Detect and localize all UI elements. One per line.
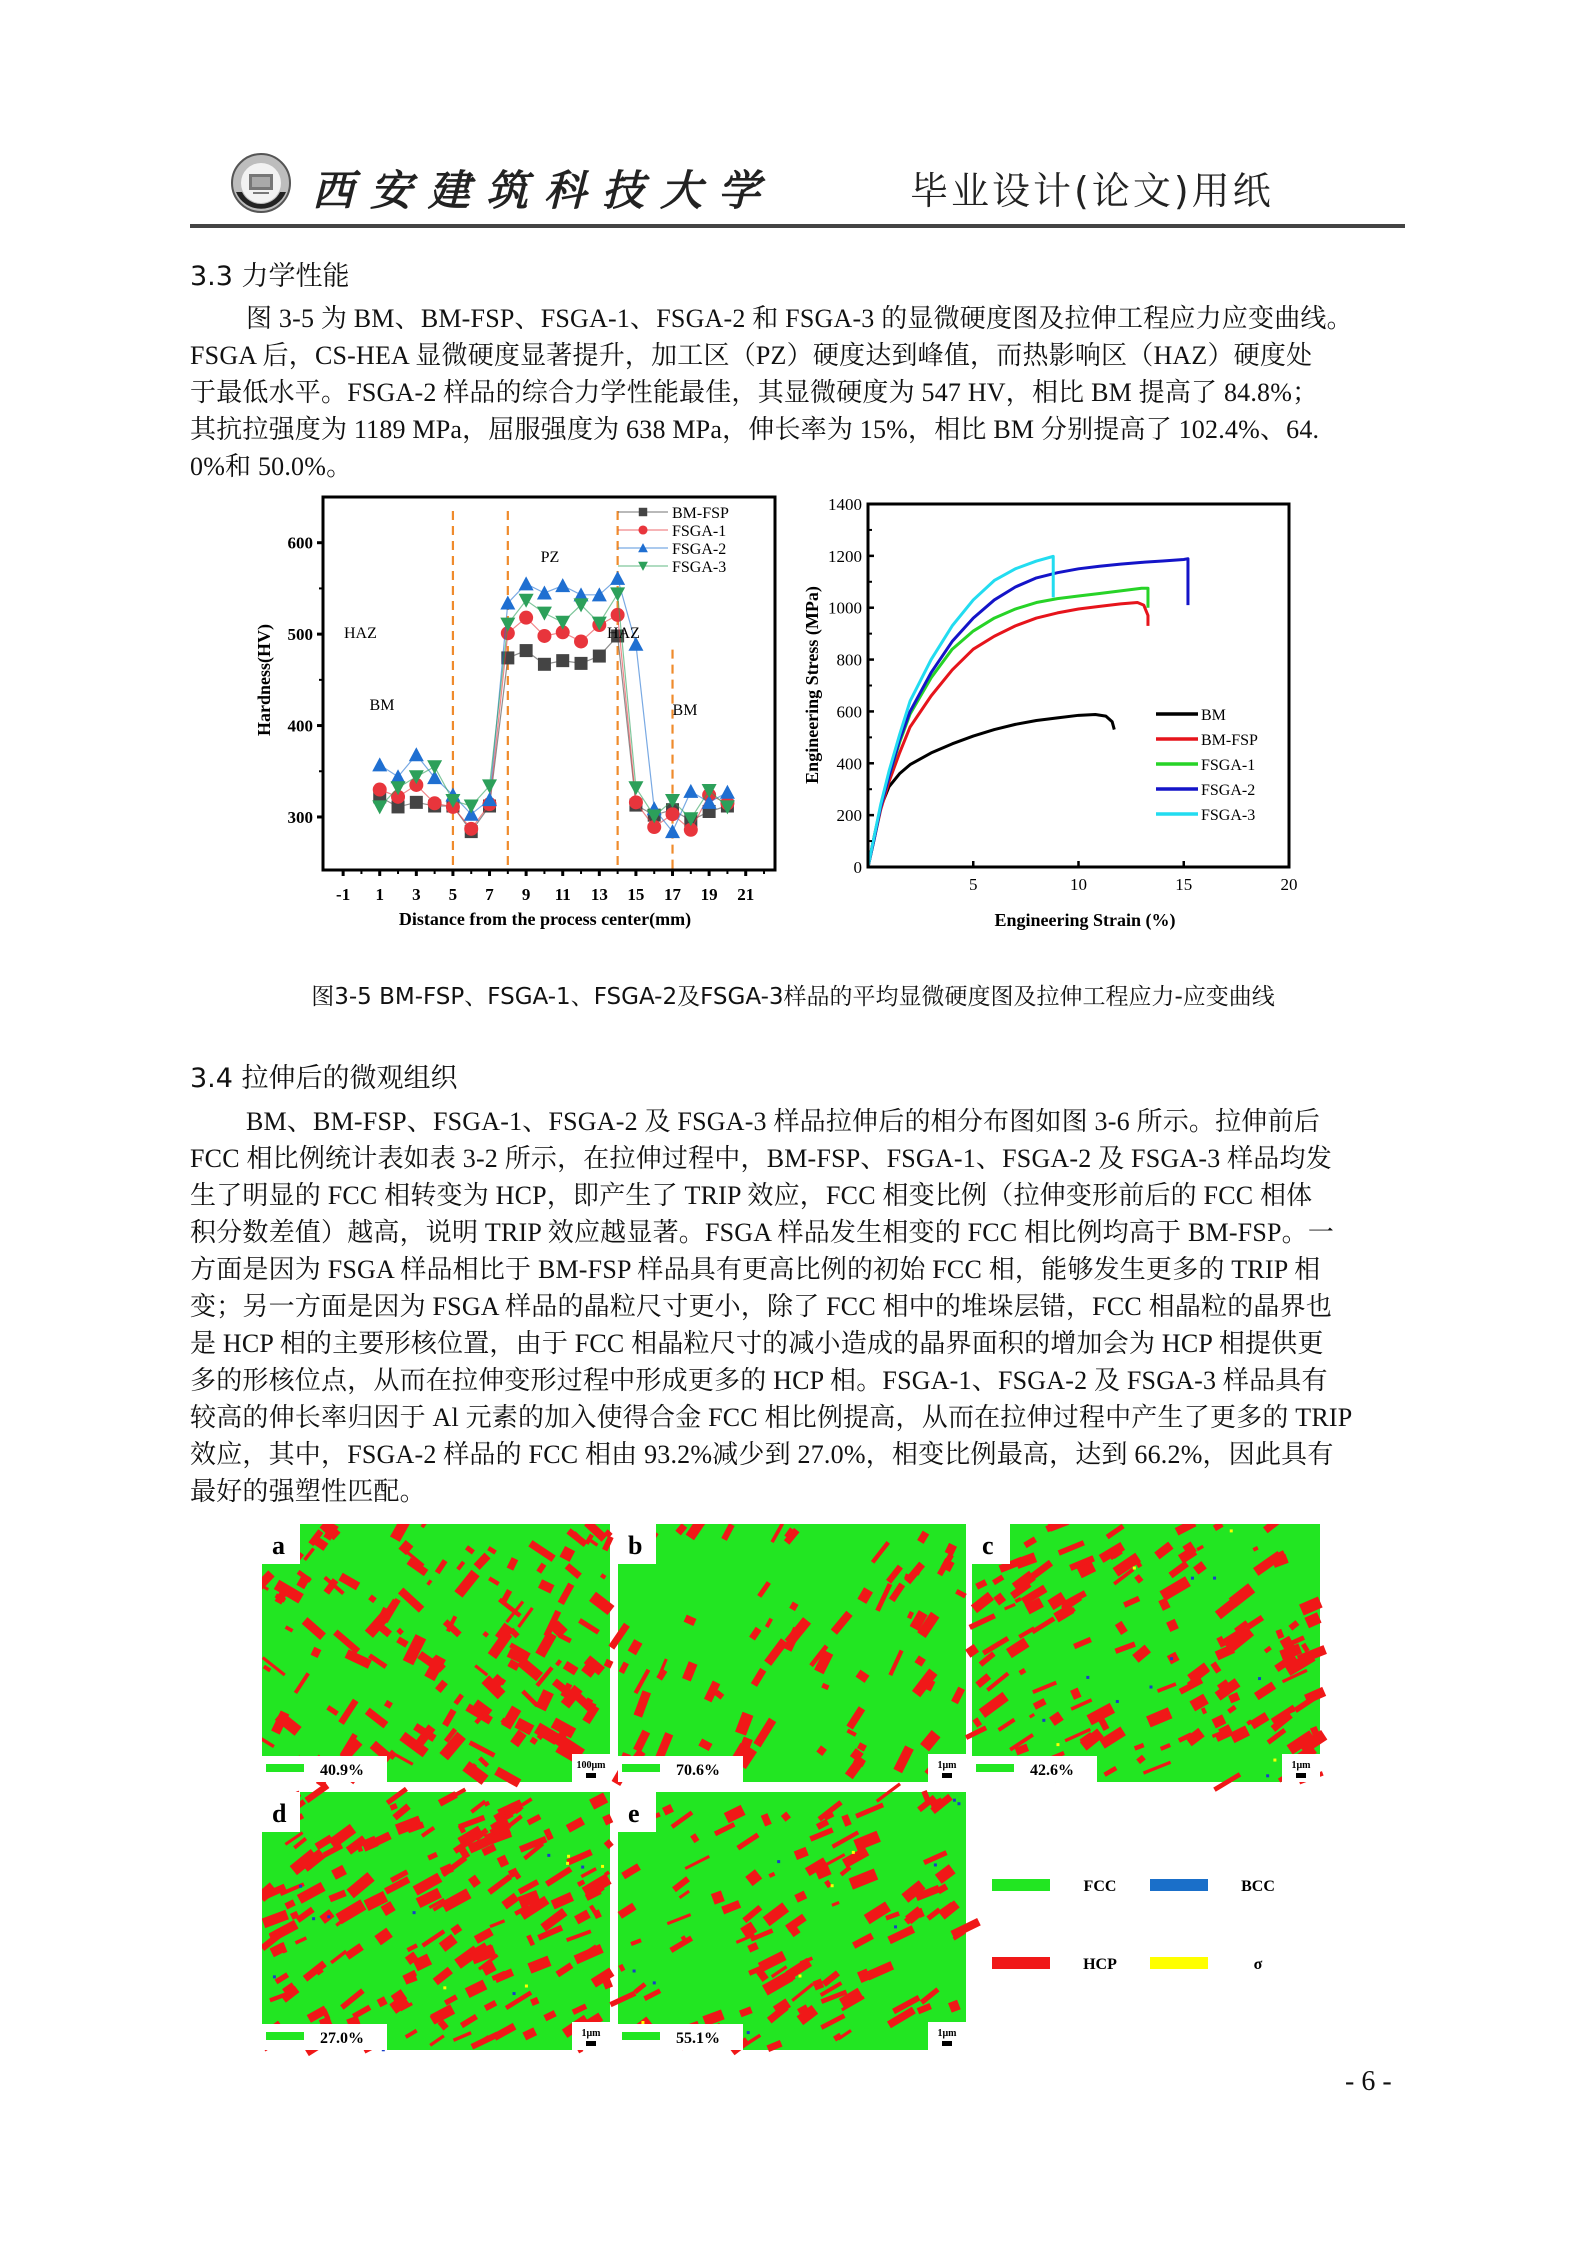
minor-phase-grain <box>894 1925 897 1928</box>
paragraph-line: 最好的强塑性匹配。 <box>190 1477 426 1506</box>
scale-bar <box>1296 1773 1306 1778</box>
panel-label: c <box>982 1531 994 1560</box>
y-tick-label: 500 <box>287 625 313 645</box>
x-tick-label: 9 <box>521 885 531 904</box>
data-point-circle <box>537 629 551 643</box>
phase-distribution-figure <box>262 1524 1332 2064</box>
region-label-haz-right: HAZ <box>607 625 640 642</box>
data-point-triangle-down <box>628 781 643 795</box>
legend-label: FSGA-2 <box>672 541 727 558</box>
stress-series <box>868 556 1188 867</box>
y-tick-label: 1400 <box>828 495 862 514</box>
paragraph-line: 生了明显的 FCC 相转变为 HCP，即产生了 TRIP 效应，FCC 相变比例（拉伸变形前后的 FCC 相体 <box>190 1181 1313 1210</box>
university-seal-logo <box>230 152 292 214</box>
minor-phase-grain <box>443 1986 446 1989</box>
data-point-circle <box>638 525 647 534</box>
minor-phase-grain <box>1273 1759 1276 1762</box>
legend-swatch-σ <box>1150 1957 1208 1969</box>
paragraph-line: 是 HCP 相的主要形核位置，由于 FCC 相晶粒尺寸的减小造成的晶界面积的增加会为 HCP 相提供更 <box>190 1329 1324 1358</box>
minor-phase-grain <box>273 1975 276 1978</box>
fcc-fraction-label: 40.9% <box>320 1762 364 1779</box>
paragraph-line: 效应，其中，FSGA-2 样品的 FCC 相由 93.2%减少到 27.0%，相变比例最高，达到 66.2%，因此具有 <box>190 1440 1334 1469</box>
data-point-triangle-down <box>537 607 552 621</box>
paragraph-line: 其抗拉强度为 1189 MPa，屈服强度为 638 MPa，伸长率为 15%，相比 BM 分别提高了 102.4%、64. <box>190 415 1320 444</box>
minor-phase-grain <box>953 1799 956 1802</box>
data-point-circle <box>574 634 588 648</box>
minor-phase-grain <box>831 1884 834 1887</box>
data-point-triangle-up <box>372 757 387 771</box>
x-tick-label: 7 <box>485 885 494 904</box>
paper-kind-title: 毕业设计(论文)用纸 <box>910 169 1274 213</box>
legend-label: FSGA-3 <box>672 559 727 576</box>
minor-phase-grain <box>1266 1774 1269 1777</box>
minor-phase-grain <box>547 1854 550 1857</box>
x-tick-label: 21 <box>737 885 755 904</box>
fcc-fraction-swatch <box>622 2032 660 2040</box>
data-point-triangle-up <box>683 784 698 798</box>
data-point-circle <box>666 807 680 821</box>
phase-map-panel-e <box>609 1782 980 2055</box>
minor-phase-grain <box>299 1885 302 1888</box>
legend-label: FCC <box>1083 1878 1117 1895</box>
minor-phase-grain <box>1258 1677 1261 1680</box>
legend-swatch-HCP <box>992 1957 1050 1969</box>
university-name: 西安建筑科技大学 <box>312 166 777 215</box>
x-tick-label: 13 <box>590 885 608 904</box>
minor-phase-grain <box>567 1855 570 1858</box>
y-tick-label: 300 <box>287 807 313 827</box>
zone-boundary-lines <box>453 511 673 870</box>
data-point-square <box>538 658 551 671</box>
fcc-fraction-swatch <box>266 1764 304 1772</box>
data-point-triangle-up <box>720 785 735 799</box>
legend-swatch-FCC <box>992 1879 1050 1891</box>
scale-bar <box>586 2041 596 2046</box>
fcc-fraction-label: 27.0% <box>320 2030 364 2047</box>
paragraph-line: 较高的伸长率归因于 Al 元素的加入使得合金 FCC 相比例提高，从而在拉伸过程中产生了更多的 TRIP <box>190 1403 1353 1432</box>
fcc-fraction-swatch <box>266 2032 304 2040</box>
minor-phase-grain <box>513 1992 516 1995</box>
stress-strain-chart <box>800 490 1360 940</box>
phase-legend <box>992 1878 1275 1973</box>
minor-phase-grain <box>1042 1719 1045 1722</box>
data-point-circle <box>428 796 442 810</box>
paragraph-line: 积分数差值）越高，说明 TRIP 效应越显著。FSGA 样品发生相变的 FCC 相比例均高于 BM-FSP。一 <box>190 1218 1335 1247</box>
y-tick-label: 600 <box>287 533 313 553</box>
phase-map-panel-c <box>965 1524 1327 1792</box>
minor-phase-grain <box>1170 1657 1173 1660</box>
fcc-fraction-label: 55.1% <box>676 2030 720 2047</box>
x-tick-label: 10 <box>1070 875 1087 894</box>
legend-label: FSGA-1 <box>1201 757 1256 774</box>
legend-label: HCP <box>1083 1956 1117 1973</box>
scale-bar <box>942 2041 952 2046</box>
data-point-circle <box>464 822 478 836</box>
minor-phase-grain <box>601 1865 604 1868</box>
data-point-circle <box>611 608 625 622</box>
scale-bar-label: 100μm <box>576 1760 606 1771</box>
x-axis-label: Engineering Strain (%) <box>994 910 1176 930</box>
x-tick-label: 5 <box>448 885 458 904</box>
legend-label: FSGA-3 <box>1201 807 1256 824</box>
minor-phase-grain <box>1086 1676 1089 1679</box>
y-tick-label: 0 <box>853 858 862 877</box>
x-tick-label: 11 <box>554 885 571 904</box>
minor-phase-grain <box>747 2031 750 2034</box>
minor-phase-grain <box>312 1917 315 1920</box>
region-label-bm-left: BM <box>369 697 395 714</box>
x-tick-label: 3 <box>412 885 421 904</box>
fcc-fraction-label: 42.6% <box>1030 1762 1074 1779</box>
data-point-triangle-down <box>519 594 534 608</box>
hardness-legend <box>618 505 729 576</box>
scale-bar-label: 1μm <box>581 2028 601 2039</box>
minor-phase-grain <box>1213 1577 1216 1580</box>
phase-map-panel-b <box>608 1524 966 1786</box>
legend-swatch-BCC <box>1150 1879 1208 1891</box>
y-tick-label: 600 <box>836 702 862 722</box>
data-point-square <box>520 644 533 657</box>
data-point-triangle-up <box>537 585 552 599</box>
phase-map-background <box>618 1524 966 1782</box>
series-bm-fsp <box>868 603 1148 867</box>
y-tick-label: 400 <box>287 716 313 736</box>
data-point-square <box>593 650 606 663</box>
fcc-fraction-swatch <box>622 1764 660 1772</box>
data-point-square <box>639 508 647 516</box>
region-label-haz-left: HAZ <box>344 625 377 642</box>
data-point-square <box>575 657 588 670</box>
panel-label: e <box>628 1799 640 1828</box>
legend-marker <box>638 525 647 534</box>
section-heading-3-3: 3.3 力学性能 <box>190 261 350 292</box>
scale-bar-label: 1μm <box>937 2028 957 2039</box>
scale-bar-label: 1μm <box>1291 1760 1311 1771</box>
x-tick-label: 5 <box>969 875 978 894</box>
panel-label: b <box>628 1531 643 1560</box>
minor-phase-grain <box>327 1915 330 1918</box>
minor-phase-grain <box>566 1862 569 1865</box>
x-tick-label: 17 <box>664 885 682 904</box>
y-axis-label: Engineering Stress (MPa) <box>802 586 822 784</box>
x-tick-label: 15 <box>1175 875 1193 894</box>
legend-label: BM <box>1201 707 1226 724</box>
series-fsga-1 <box>373 608 735 837</box>
legend-label: BM-FSP <box>1201 732 1258 749</box>
data-point-triangle-down <box>372 800 387 814</box>
y-tick-label: 800 <box>836 650 862 670</box>
legend-marker <box>639 508 647 516</box>
y-tick-label: 400 <box>836 754 862 774</box>
fcc-fraction-swatch <box>976 1764 1014 1772</box>
section-3-3-paragraph <box>190 300 1405 485</box>
minor-phase-grain <box>413 1911 416 1914</box>
minor-phase-grain <box>641 2021 644 2024</box>
y-tick-label: 1200 <box>828 546 862 566</box>
y-axis-ticks <box>288 534 324 827</box>
legend-label: BCC <box>1241 1878 1275 1895</box>
data-point-triangle-up <box>555 578 570 592</box>
paragraph-line: 于最低水平。FSGA-2 样品的综合力学性能最佳，其显微硬度为 547 HV，相比 BM 提高了 84.8%； <box>190 378 1319 407</box>
x-axis-ticks <box>336 870 764 904</box>
minor-phase-grain <box>1116 1700 1119 1703</box>
region-label-pz: PZ <box>540 549 560 566</box>
scale-bar <box>586 1773 596 1778</box>
data-point-square <box>556 654 569 667</box>
data-point-triangle-up <box>665 824 680 838</box>
minor-phase-grain <box>581 1866 584 1869</box>
x-tick-label: 1 <box>375 885 384 904</box>
minor-phase-grain <box>633 1969 636 1972</box>
paragraph-line: FCC 相比例统计表如表 3-2 所示，在拉伸过程中，BM-FSP、FSGA-1、FSGA-2 及 FSGA-3 样品均发 <box>190 1144 1332 1173</box>
minor-phase-grain <box>799 1975 802 1978</box>
panel-label: a <box>272 1531 285 1560</box>
data-point-triangle-down <box>427 760 442 774</box>
minor-phase-grain <box>1133 1567 1136 1570</box>
minor-phase-grain <box>1056 1743 1059 1746</box>
x-tick-label: 19 <box>700 885 718 904</box>
data-point-square <box>410 796 423 809</box>
legend-label: σ <box>1253 1956 1263 1973</box>
legend-label: BM-FSP <box>672 505 729 522</box>
figure-3-5-caption: 图3-5 BM-FSP、FSGA-1、FSGA-2及FSGA-3样品的平均显微硬度图及拉伸工程应力-应变曲线 <box>311 984 1275 1010</box>
paragraph-line: FSGA 后，CS-HEA 显微硬度显著提升，加工区（PZ）硬度达到峰值，而热影响区（HAZ）硬度处 <box>190 341 1313 370</box>
y-tick-label: 1000 <box>828 598 862 618</box>
region-label-bm-right: BM <box>672 702 698 719</box>
section-heading-3-4: 3.4 拉伸后的微观组织 <box>190 1063 458 1094</box>
panel-label: d <box>272 1799 287 1828</box>
data-point-triangle-up <box>610 571 625 585</box>
paragraph-line: 多的形核位点，从而在拉伸变形过程中形成更多的 HCP 相。FSGA-1、FSGA-2 及 FSGA-3 样品具有 <box>190 1366 1328 1395</box>
minor-phase-grain <box>525 1985 528 1988</box>
minor-phase-grain <box>1191 1577 1194 1580</box>
y-tick-label: 200 <box>836 806 862 826</box>
fcc-fraction-label: 70.6% <box>676 1762 720 1779</box>
data-point-triangle-up <box>519 576 534 590</box>
paragraph-line: BM、BM-FSP、FSGA-1、FSGA-2 及 FSGA-3 样品拉伸后的相分布图如图 3-6 所示。拉伸前后 <box>246 1107 1320 1136</box>
series-fsga-3 <box>868 556 1053 867</box>
scale-bar <box>942 1773 952 1778</box>
hardness-chart <box>240 490 800 940</box>
series-bm-fsp <box>373 629 734 838</box>
minor-phase-grain <box>1230 1529 1233 1532</box>
data-point-triangle-up <box>482 792 497 806</box>
section-3-4-paragraph <box>190 1103 1405 1510</box>
data-point-triangle-down <box>464 800 479 814</box>
y-axis-label: Hardness(HV) <box>254 624 274 736</box>
paragraph-line: 变；另一方面是因为 FSGA 样品的晶粒尺寸更小，除了 FCC 相中的堆垛层错，FCC 相晶粒的晶界也 <box>190 1292 1333 1321</box>
stress-legend <box>1156 707 1258 824</box>
phase-map-panel-a <box>262 1524 615 1787</box>
minor-phase-grain <box>1149 1686 1152 1689</box>
x-axis-label: Distance from the process center(mm) <box>398 909 692 929</box>
x-tick-label: 15 <box>627 885 645 904</box>
minor-phase-grain <box>934 1863 937 1866</box>
scale-bar-label: 1μm <box>937 1760 957 1771</box>
x-tick-label: 20 <box>1280 875 1298 894</box>
data-point-triangle-down <box>555 616 570 630</box>
page-number: - 6 - <box>1345 2066 1392 2097</box>
legend-label: FSGA-2 <box>1201 782 1256 799</box>
data-point-circle <box>629 795 643 809</box>
paragraph-line: 方面是因为 FSGA 样品相比于 BM-FSP 样品具有更高比例的初始 FCC 相，能够发生更多的 TRIP 相 <box>190 1255 1321 1284</box>
paragraph-line: 0%和 50.0%。 <box>190 452 353 481</box>
header-divider <box>190 224 1405 228</box>
minor-phase-grain <box>957 1802 960 1805</box>
minor-phase-grain <box>777 1860 780 1863</box>
data-point-circle <box>519 611 533 625</box>
data-point-triangle-up <box>409 747 424 761</box>
minor-phase-grain <box>653 1981 656 1984</box>
x-tick-label: -1 <box>336 885 351 904</box>
legend-label: FSGA-1 <box>672 523 727 540</box>
data-point-circle <box>373 783 387 797</box>
paragraph-line: 图 3-5 为 BM、BM-FSP、FSGA-1、FSGA-2 和 FSGA-3 的显微硬度图及拉伸工程应力应变曲线。 <box>246 304 1353 333</box>
minor-phase-grain <box>852 1851 855 1854</box>
phase-map-panel-d <box>262 1783 614 2056</box>
page-header <box>190 140 1405 232</box>
